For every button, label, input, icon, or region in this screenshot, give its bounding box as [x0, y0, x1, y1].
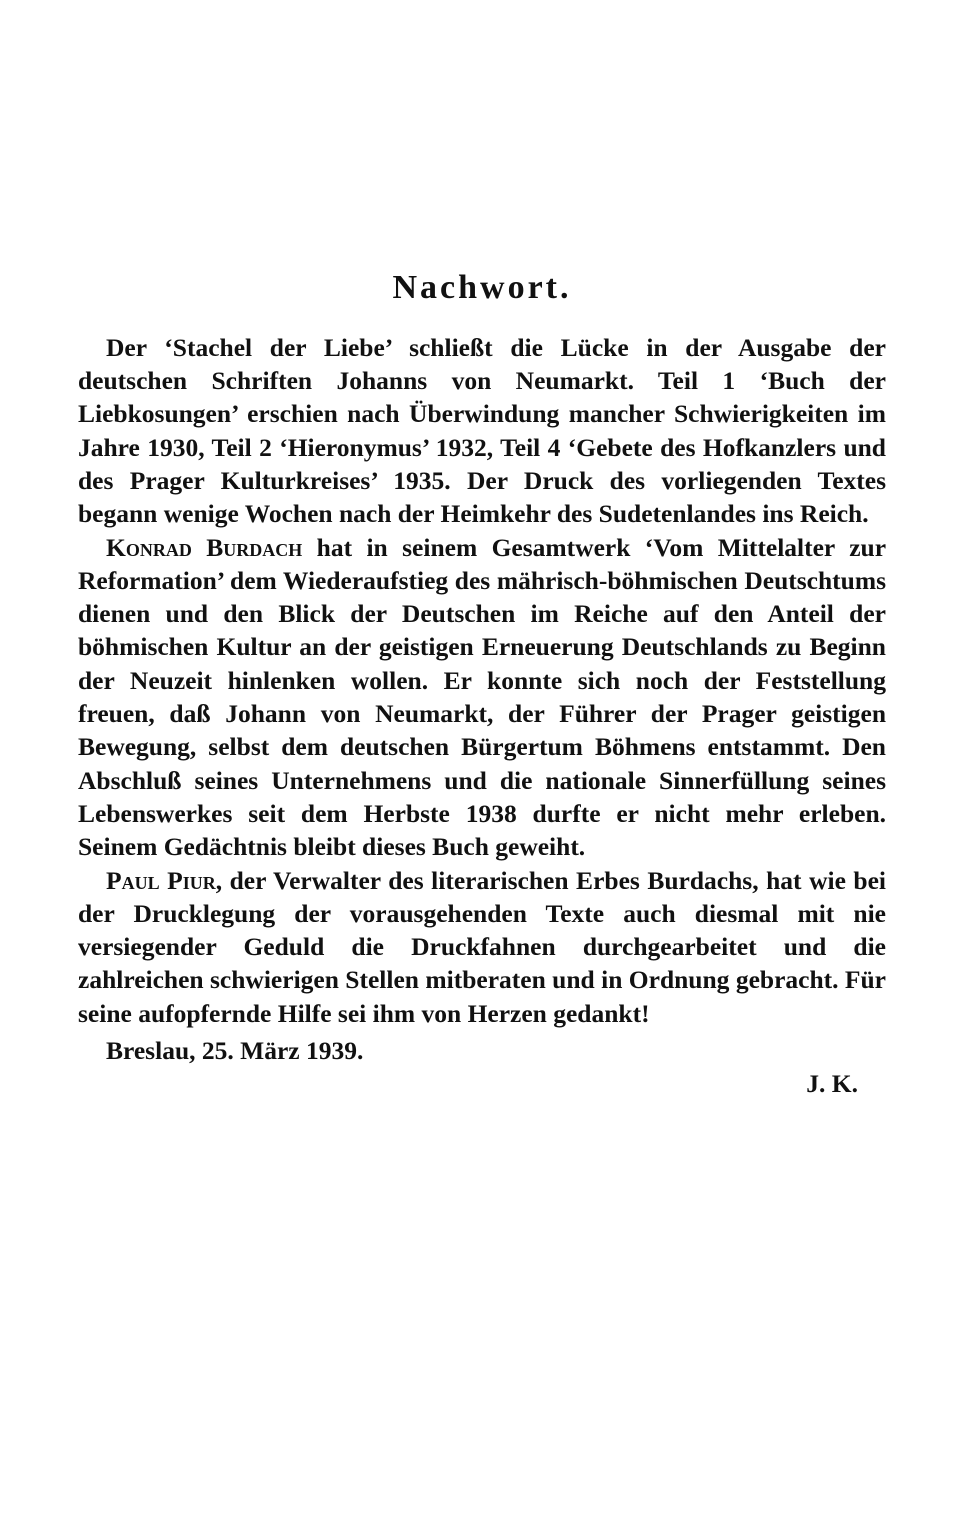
- paragraph-2-text: hat in seinem Gesamtwerk ‘Vom Mittelalter zur Reformation’ dem Wiederaufstieg des mährisch-böhmischen Deutschtums dienen und den Blick der Deutschen im Reiche auf den Anteil der böhmischen Kultur an der geistigen Erneuerung Deutschlands zu Beginn der Neuzeit hinlenken wollen. Er konnte sich noch der Feststellung freuen, daß Johann von Neumarkt, der Führer der Prager geistigen Bewegung, selbst dem deutschen Bürgertum Böhmens entstammt. Den Abschluß seines Unternehmens und die nationale Sinnerfüllung seines Lebenswerkes seit dem Herbste 1938 durfte er nicht mehr erleben. Seinem Gedächtnis bleibt dieses Buch geweiht.: [78, 532, 887, 862]
- paragraph-1: Der ‘Stachel der Liebe’ schließt die Lücke in der Ausgabe der deutschen Schriften Johanns von Neumarkt. Teil 1 ‘Buch der Liebkosungen’ erschien nach Überwindung mancher Schwierigkeiten im Jahre 1930, Teil 2 ‘Hieronymus’ 1932, Teil 4 ‘Gebete des Hofkanzlers und des Prager Kulturkreises’ 1935. Der Druck des vorliegenden Textes begann wenige Wochen nach der Heimkehr des Sudetenlandes ins Reich.: [78, 332, 886, 529]
- paragraph-3: [78, 864, 886, 1030]
- person-name-burdach: Konrad Burdach: [106, 532, 303, 562]
- person-name-piur: Paul Piur: [106, 865, 216, 895]
- paragraph-2: [78, 531, 886, 864]
- signature: J. K.: [806, 1069, 858, 1099]
- paragraph-3-text: , der Verwalter des literarischen Erbes Burdachs, hat wie bei der Drucklegung der vorausgehenden Texte auch diesmal mit nie versiegender Geduld die Druckfahnen durchgearbeitet und die zahlreichen schwierigen Stellen mitberaten und in Ordnung gebracht. Für seine aufopfernde Hilfe sei ihm von Herzen gedankt!: [78, 865, 886, 1028]
- document-page: [78, 268, 886, 1101]
- dateline: Breslau, 25. März 1939.: [106, 1036, 364, 1066]
- page-title: Nachwort.: [392, 269, 572, 306]
